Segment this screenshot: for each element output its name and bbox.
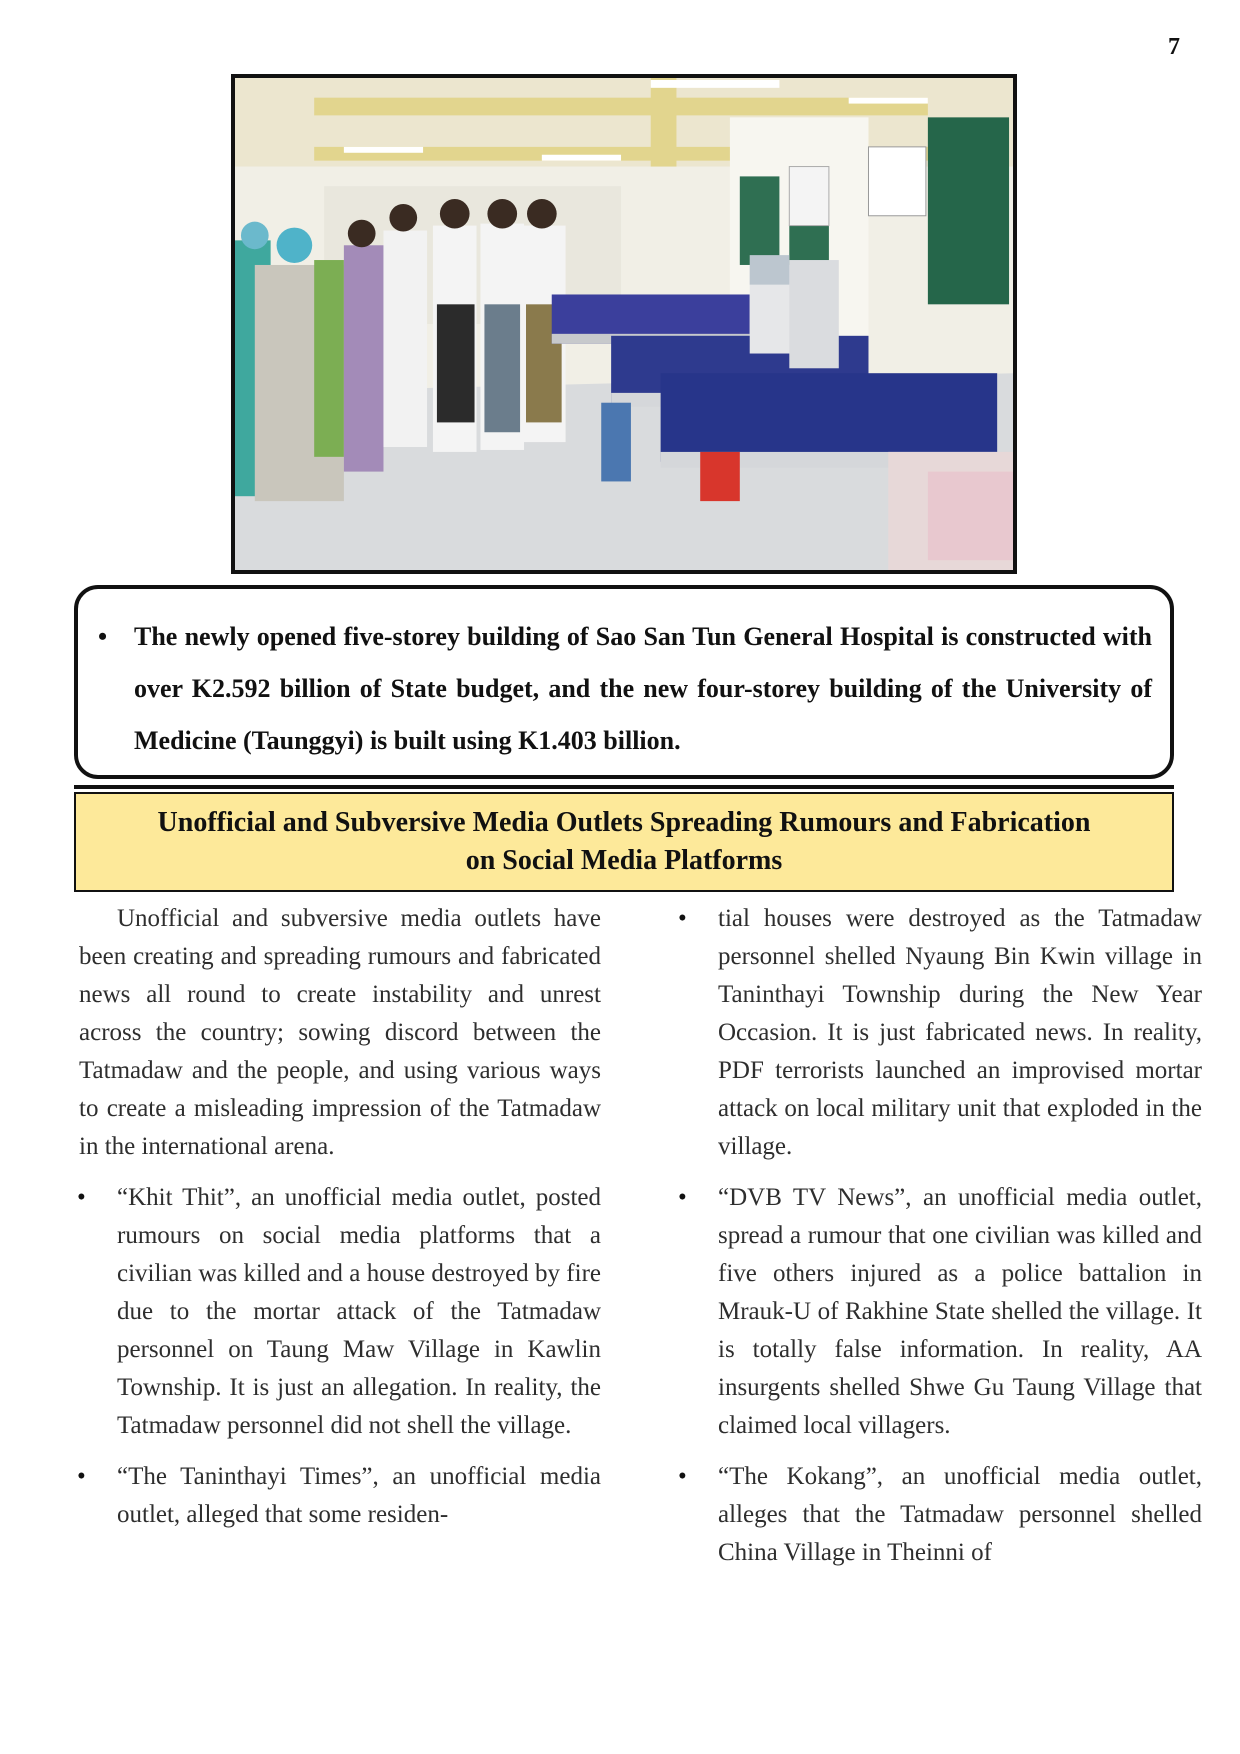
- photo-illustration: [235, 78, 1013, 570]
- divider-rule: [74, 785, 1174, 789]
- section-title: [74, 792, 1174, 892]
- section-title-line2: on Social Media Platforms: [465, 845, 783, 876]
- section-title-line1: Unofficial and Subversive Media Outlets Spreading Rumours and Fabrication: [157, 807, 1091, 838]
- intro-paragraph: Unofficial and subversive media outlets have been creating and spreading rumours and fabricated news all round to create instability and unrest across the country; sowing discord between the Tatmadaw and the people, and using various ways to create a misleading impression of the Tatmadaw in the international arena.: [79, 905, 601, 1160]
- highlight-text: • The newly opened five-storey building of Sao San Tun General Hospital is constructed with over K2.592 billion of State budget, and the new four-storey building of the University of Medicine (Taunggyi) is built using K1.403 billion.: [96, 611, 1152, 767]
- left-column: [79, 900, 601, 1547]
- page-number: 7: [1168, 34, 1180, 60]
- right-column: [680, 900, 1202, 1585]
- list-item-continuation: • tial houses were destroyed as the Tatmadaw personnel shelled Nyaung Bin Kwin village in Taninthayi Township during the New Year Occasion. It is just fabricated news. In reality, PDF terrorists launched an improvised mortar attack on local military unit that exploded in the village.: [680, 900, 1202, 1166]
- list-item: • “The Taninthayi Times”, an unofficial media outlet, alleged that some residen-: [79, 1458, 601, 1534]
- list-item: • “The Kokang”, an unofficial media outlet, alleges that the Tatmadaw personnel shelled China Village in Theinni of: [680, 1458, 1202, 1572]
- list-item: • “Khit Thit”, an unofficial media outlet, posted rumours on social media platforms that a civilian was killed and a house destroyed by fire due to the mortar attack of the Tatmadaw personnel on Taung Maw Village in Kawlin Township. It is just an allegation. In reality, the Tatmadaw personnel did not shell the village.: [79, 1179, 601, 1445]
- list-item: • “DVB TV News”, an unofficial media outlet, spread a rumour that one civilian was killed and five others injured as a police battalion in Mrauk-U of Rakhine State shelled the village. It is totally false information. In reality, AA insurgents shelled Shwe Gu Taung Village that claimed local villagers.: [680, 1179, 1202, 1445]
- hospital-ward-photo: [231, 74, 1017, 574]
- highlight-box: [74, 585, 1174, 779]
